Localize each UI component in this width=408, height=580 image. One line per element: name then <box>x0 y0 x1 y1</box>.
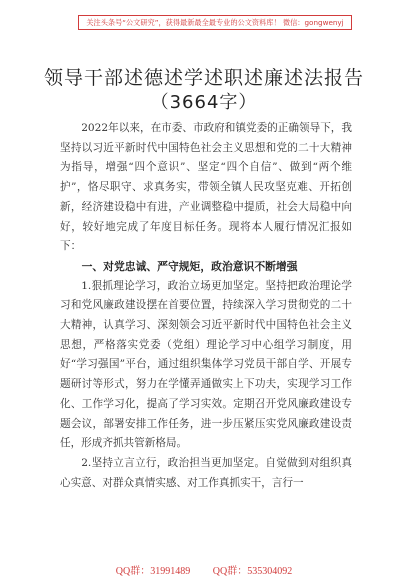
body-paragraph: 1.狠抓理论学习，政治立场更加坚定。坚持把政治理论学习和党风廉政建设摆在首要位置，持续深入学习贯彻党的二十大精神，认真学习、深刻领会习近平新时代中国特色社会主义思想，严格落实党委（党组）理论学习中心组学习制度，用好“学习强国”平台，通过组织集体学习党员干部自学、开展专题研讨等形式，努力在学懂弄通做实上下功夫，实现学习工作化、工作学习化，提高了学习实效。定期召开党风廉政建设专题会议，部署安排工作任务，进一步压紧压实党风廉政建设责任，形成齐抓共管新格局。 <box>60 279 352 450</box>
header-banner: 关注头条号“公文研究”，获得最新最全最专业的公文资料库！ 微信：gongwenyj <box>78 15 352 30</box>
body-paragraph: 2.坚持立言立行，政治担当更加坚定。自觉做到对组织真心实意、对群众真情实感、对工作真抓实干，言行一 <box>60 456 352 489</box>
document-title: 领导干部述德述学述职述廉述法报告 <box>43 67 364 89</box>
footer-qq-group-2: QQ群：535304092 <box>212 566 293 577</box>
document-word-count: （3664字） <box>150 92 258 113</box>
footer <box>0 562 408 577</box>
footer-qq-group-1: QQ群：31991489 <box>115 566 191 577</box>
intro-paragraph: 2022年以来，在市委、市政府和镇党委的正确领导下，我坚持以习近平新时代中国特色社会主义思想和党的二十大精神为指导，增强“四个意识”、坚定“四个自信”、做到“两个维护”，恪尽职守、求真务实，带领全镇人民攻坚克难、开拓创新，经济建设稳中有进，产业调整稳中提质，社会大局稳中向好，较好地完成了年度目标任务。现将本人履行情况汇报如下： <box>60 122 352 253</box>
document-body <box>60 119 352 493</box>
section-heading: 一、对党忠诚、严守规矩，政治意识不断增强 <box>81 259 298 273</box>
